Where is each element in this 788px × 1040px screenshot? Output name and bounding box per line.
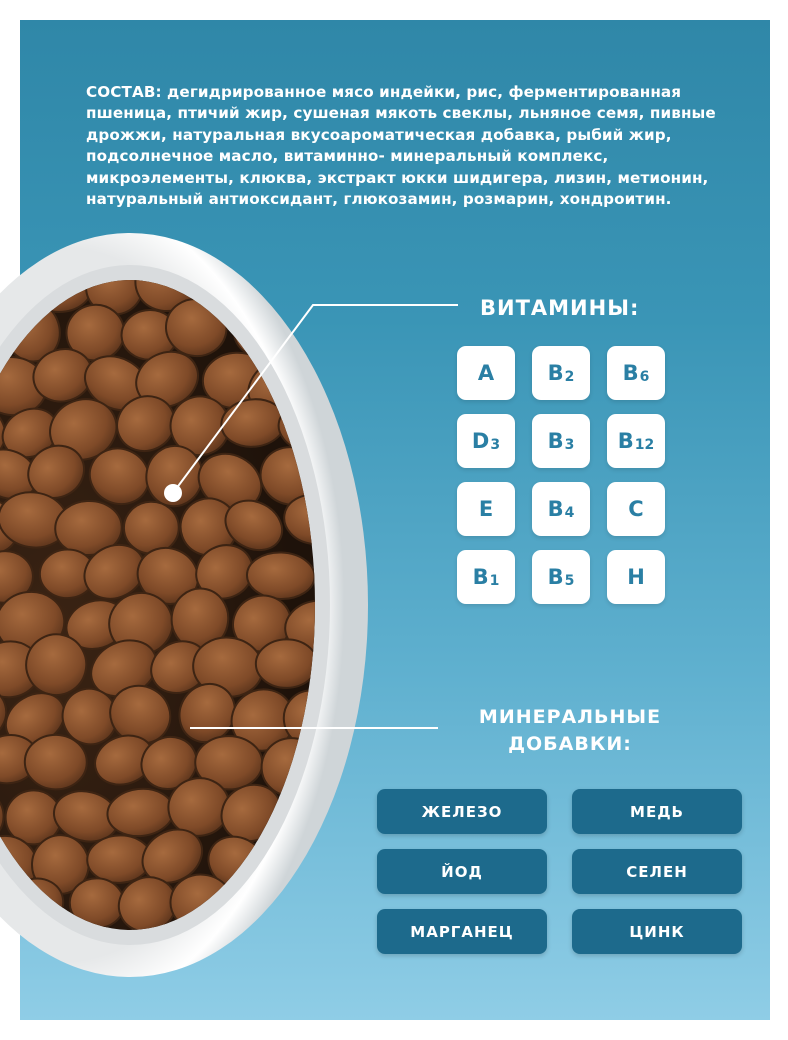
mineral-badge: ЙОД (377, 849, 547, 894)
vitamin-letter: C (628, 497, 644, 521)
vitamin-tile (532, 346, 590, 400)
mineral-badge: ЖЕЛЕЗО (377, 789, 547, 834)
vitamin-letter: B (547, 361, 564, 385)
vitamin-tile (457, 414, 515, 468)
vitamin-letter: E (478, 497, 494, 521)
vitamin-tile (532, 550, 590, 604)
vitamin-letter: H (627, 565, 645, 589)
vitamin-subscript: 3 (564, 437, 575, 453)
vitamin-tile (532, 414, 590, 468)
vitamins-title: ВИТАМИНЫ: (480, 296, 640, 320)
vitamin-tile (532, 482, 590, 536)
kibble (0, 302, 9, 365)
vitamin-letter: B (622, 361, 639, 385)
mineral-badge: МАРГАНЕЦ (377, 909, 547, 954)
vitamin-subscript: 6 (639, 369, 650, 385)
minerals-title (440, 704, 700, 758)
mineral-badge: СЕЛЕН (572, 849, 742, 894)
composition-body: дегидрированное мясо индейки, рис, ферментированная пшеница, птичий жир, сушеная мякоть свеклы, льняное семя, пивные дрожжи, натуральная вкусоароматическая добавка, рыбий жир, подсолнечное масло, витаминно- минеральный комплекс, микроэлементы, клюква, экстракт юкки шидигера, лизин, метионин, натуральный антиоксидант, глюкозамин, розмарин, хондроитин. (86, 83, 716, 209)
kibble (0, 590, 4, 648)
vitamin-subscript: 4 (564, 505, 575, 521)
vitamin-letter: B (547, 429, 564, 453)
vitamin-letter: B (547, 497, 564, 521)
vitamin-subscript: 12 (634, 437, 655, 453)
vitamin-tile (607, 414, 665, 468)
kibble (0, 868, 8, 942)
vitamin-subscript: 3 (490, 437, 501, 453)
vitamin-tile (607, 550, 665, 604)
vitamin-letter: D (471, 429, 490, 453)
minerals-title-line2: ДОБАВКИ: (508, 733, 632, 755)
vitamin-tile (607, 346, 665, 400)
vitamin-tile (457, 550, 515, 604)
mineral-badge: МЕДЬ (572, 789, 742, 834)
vitamin-letter: B (472, 565, 489, 589)
vitamin-subscript: 5 (564, 573, 575, 589)
vitamin-letter: B (617, 429, 634, 453)
kibble (0, 393, 14, 470)
kibble (0, 678, 13, 749)
vitamin-subscript: 1 (489, 573, 500, 589)
vitamin-tile (607, 482, 665, 536)
composition-text (86, 82, 726, 210)
infographic-panel (20, 20, 770, 1020)
vitamin-tile (457, 482, 515, 536)
vitamin-letter: A (477, 361, 495, 385)
mineral-badge: ЦИНК (572, 909, 742, 954)
vitamin-subscript: 2 (564, 369, 575, 385)
vitamin-letter: B (547, 565, 564, 589)
composition-label: СОСТАВ: (86, 83, 162, 101)
kibble (0, 786, 5, 846)
minerals-title-line1: МИНЕРАЛЬНЫЕ (478, 706, 662, 728)
vitamin-tile (457, 346, 515, 400)
